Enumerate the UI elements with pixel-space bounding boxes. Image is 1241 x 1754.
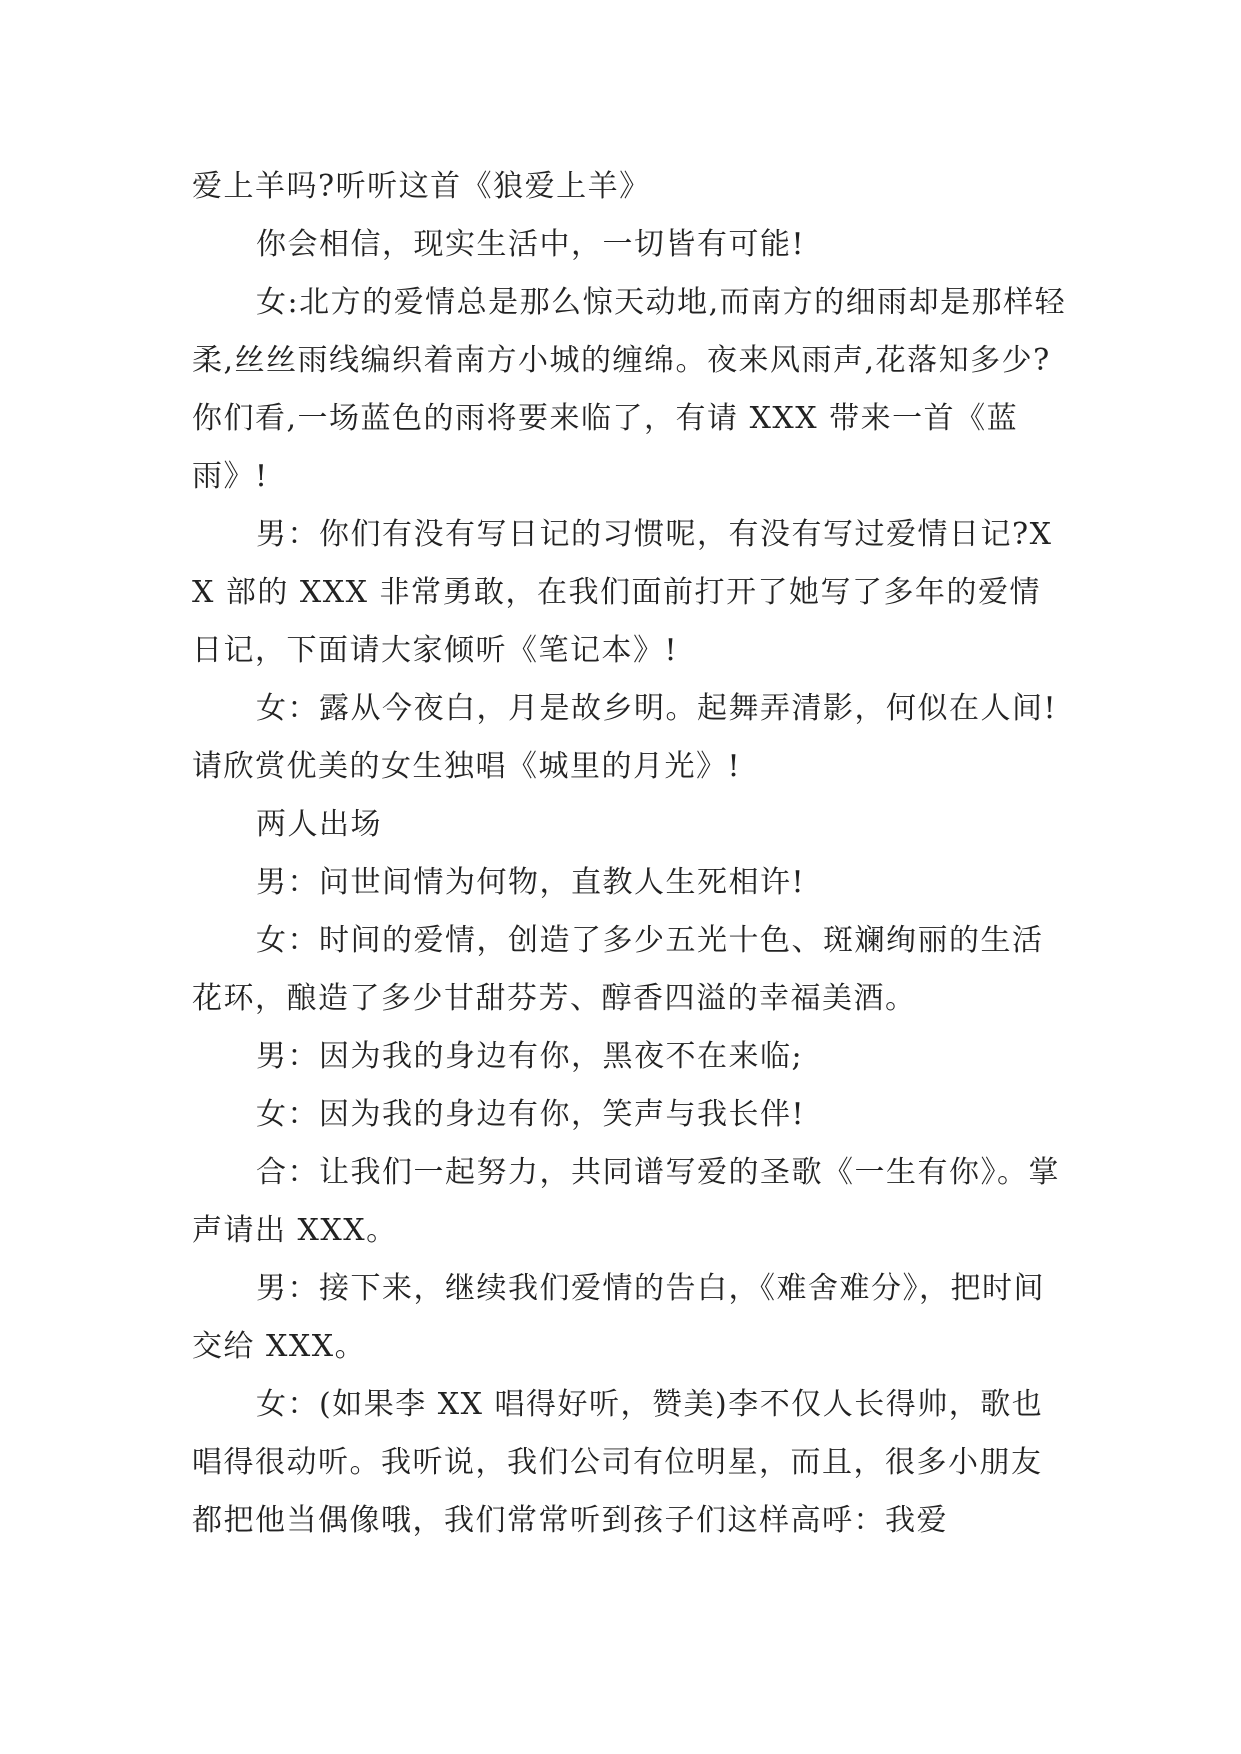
paragraph: 合：让我们一起努力，共同谱写爱的圣歌《一生有你》。掌声请出 XXX。 — [192, 1155, 1060, 1248]
paragraph: 男：你们有没有写日记的习惯呢，有没有写过爱情日记?XX 部的 XXX 非常勇敢，在我们面前打开了她写了多年的爱情日记，下面请大家倾听《笔记本》! — [192, 517, 1053, 668]
paragraph: 女：时间的爱情，创造了多少五光十色、斑斓绚丽的生活花环，酿造了多少甘甜芬芳、醇香四溢的幸福美酒。 — [192, 923, 1044, 1016]
paragraph: 两人出场 — [256, 807, 382, 842]
paragraph: 爱上羊吗?听听这首《狼爱上羊》 — [192, 169, 651, 204]
paragraph: 女：露从今夜白，月是故乡明。起舞弄清影，何似在人间!请欣赏优美的女生独唱《城里的月光》! — [192, 691, 1058, 784]
paragraph: 男：接下来，继续我们爱情的告白，《难舍难分》，把时间交给 XXX。 — [192, 1271, 1045, 1364]
paragraph: 女：因为我的身边有你，笑声与我长伴! — [256, 1097, 806, 1132]
paragraph: 男：因为我的身边有你，黑夜不在来临; — [256, 1039, 804, 1074]
paragraph: 女:北方的爱情总是那么惊天动地,而南方的细雨却是那样轻柔,丝丝雨线编织着南方小城的缠绵。夜来风雨声,花落知多少?你们看,一场蓝色的雨将要来临了，有请 XXX 带来一首《蓝雨》! — [192, 285, 1067, 494]
paragraph: 男：问世间情为何物，直教人生死相许! — [256, 865, 806, 900]
document-body — [192, 158, 1072, 1550]
paragraph: 女：(如果李 XX 唱得好听，赞美)李不仅人长得帅，歌也唱得很动听。我听说，我们公司有位明星，而且，很多小朋友都把他当偶像哦，我们常常听到孩子们这样高呼：我爱 — [192, 1387, 1044, 1538]
paragraph: 你会相信，现实生活中，一切皆有可能! — [256, 227, 806, 262]
